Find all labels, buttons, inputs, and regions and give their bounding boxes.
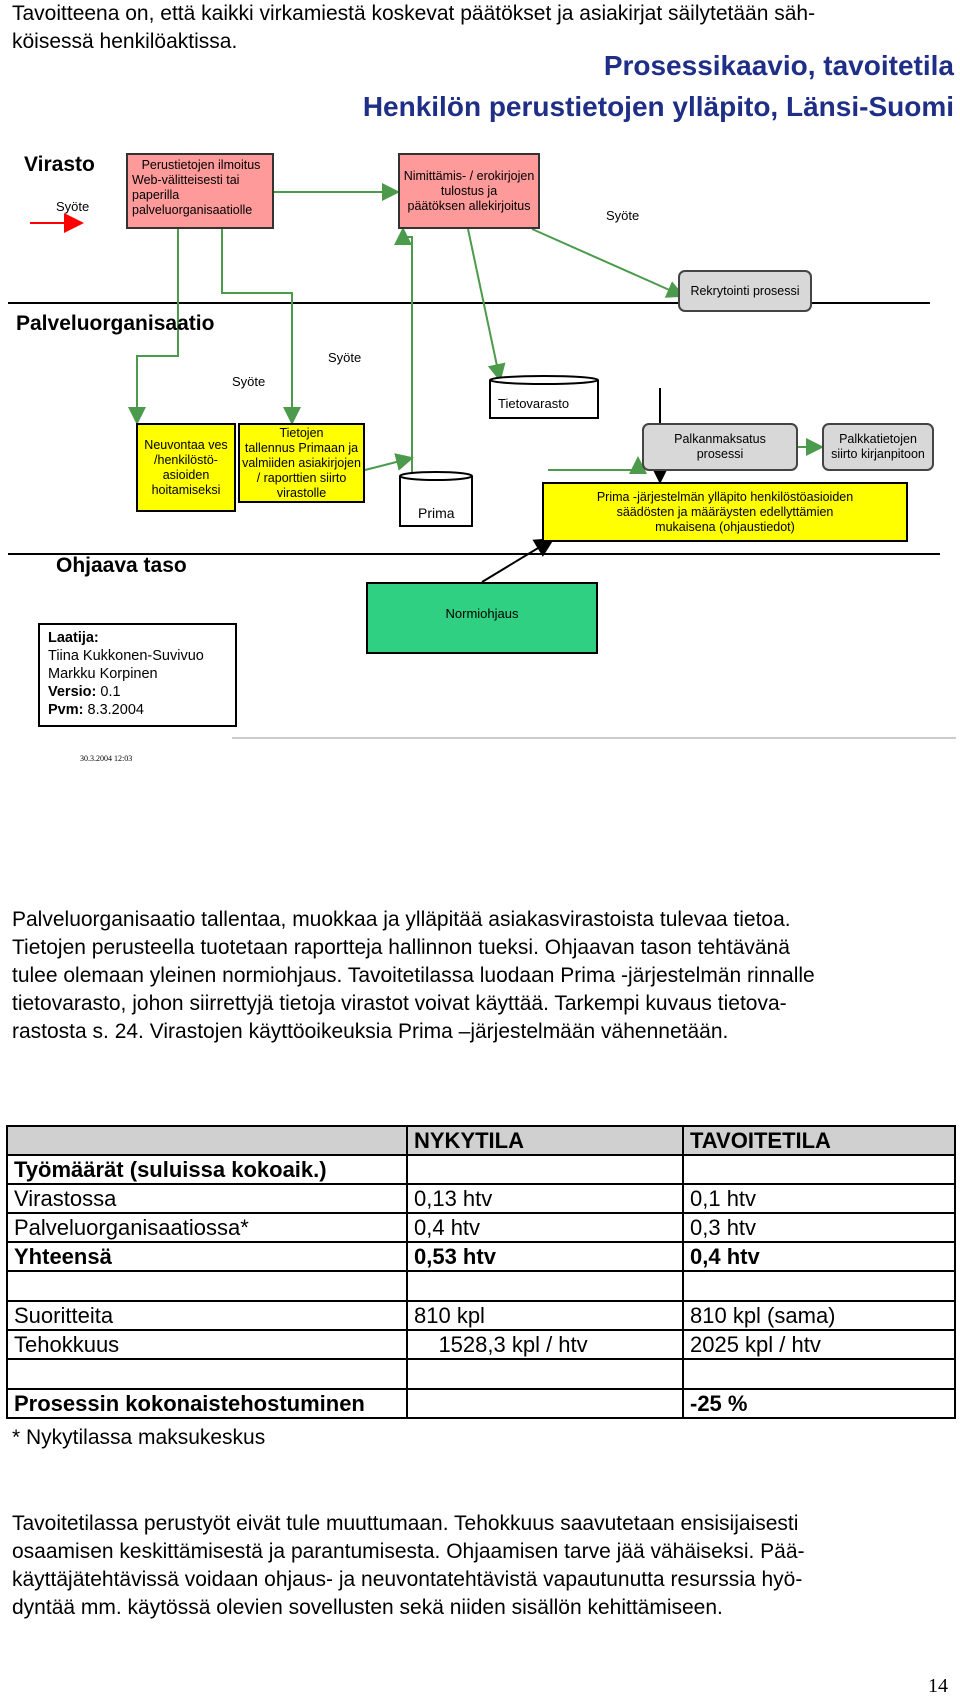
table-header-nykytila: NYKYTILA <box>407 1126 683 1155</box>
box-perustiedot-line-3: paperilla <box>132 188 180 202</box>
credits-box <box>38 623 237 727</box>
connector-prima-nimittamis <box>403 229 412 506</box>
table-cell: Prosessin kokonaistehostuminen <box>7 1389 407 1418</box>
paragraph-1-line-5: rastosta s. 24. Virastojen käyttöoikeuksia Prima –järjestelmään vähennetään. <box>12 1020 729 1043</box>
box-tietojen-line-3: valmiiden asiakirjojen <box>242 455 361 470</box>
box-nimittamis <box>398 153 540 229</box>
table-row <box>7 1242 955 1271</box>
credits-pvm: 8.3.2004 <box>87 702 144 718</box>
table-cell: 810 kpl <box>407 1301 683 1330</box>
table-cell <box>7 1359 407 1389</box>
box-nimittamis-line-1: Nimittämis- / erokirjojen <box>403 168 535 183</box>
diagram-title-2: Henkilön perustietojen ylläpito, Länsi-Suomi <box>362 91 954 122</box>
credits-versio-label: Versio: <box>48 684 97 700</box>
label-prima: Prima <box>418 505 455 521</box>
lane-virasto: Virasto <box>24 153 95 176</box>
box-palkkatietojen-line-2: siirto kirjanpitoon <box>831 447 925 461</box>
box-tietojen-line-4: / raporttien siirto <box>256 470 347 485</box>
table-row <box>7 1330 955 1359</box>
box-neuvontaa-line-2: /henkilöstö- <box>154 452 218 467</box>
box-neuvontaa-line-4: hoitamiseksi <box>151 482 221 497</box>
table-cell <box>683 1359 955 1389</box>
box-palkkatietojen-line-1: Palkkatietojen <box>839 432 917 446</box>
paragraph-2-line-1: Tavoitetilassa perustyöt eivät tule muuttumaan. Tehokkuus saavutetaan ensisijaisesti <box>12 1512 799 1535</box>
table-header-row <box>7 1126 955 1155</box>
table-cell: 0,13 htv <box>407 1184 683 1213</box>
table-cell: Suoritteita <box>7 1301 407 1330</box>
intro-line-1: Tavoitteena on, että kaikki virkamiestä koskevat päätökset ja asiakirjat säilytetään säh- <box>12 2 816 25</box>
table-row <box>7 1389 955 1418</box>
box-prima-jarjestelma <box>542 482 908 542</box>
box-prima-line-1: Prima -järjestelmän ylläpito henkilöstöasioiden <box>596 489 854 504</box>
paragraph-1-line-1: Palveluorganisaatio tallentaa, muokkaa ja ylläpitää asiakasvirastoista tulevaa tietoa. <box>12 908 791 931</box>
box-perustiedot-line-4: palveluorganisaatiolle <box>132 203 253 217</box>
table-header-cell <box>7 1126 407 1155</box>
credits-versio: 0.1 <box>100 684 121 700</box>
paragraph-1 <box>12 906 952 1046</box>
table-cell: Virastossa <box>7 1184 407 1213</box>
lane-palveluorganisaatio: Palveluorganisaatio <box>16 312 215 335</box>
paragraph-1-line-4: tietovarasto, johon siirrettyjä tietoja virastot voivat käyttää. Tarkempi kuvaus tietova- <box>12 992 787 1015</box>
box-perustiedot-line-1: Perustietojen ilmoitus <box>141 158 261 172</box>
box-palkanmaksatus <box>642 423 798 471</box>
table-row <box>7 1213 955 1242</box>
table-cell: 1528,3 kpl / htv <box>407 1330 683 1359</box>
box-prima-line-3: mukaisena (ohjaustiedot) <box>655 519 795 534</box>
paragraph-1-line-3: tulee olemaan yleinen normiohjaus. Tavoitetilassa luodaan Prima -järjestelmän rinnalle <box>12 964 815 987</box>
label-syote-left: Syöte <box>232 374 266 389</box>
table-cell <box>683 1271 955 1301</box>
box-neuvontaa-line-1: Neuvontaa ves <box>144 437 228 452</box>
arrow-normiohjaus-prima <box>482 539 553 582</box>
box-tietojen-line-1: Tietojen <box>279 425 324 440</box>
connector-perustiedot-tietojen <box>222 229 292 423</box>
box-rekrytointi: Rekrytointi prosessi <box>678 270 812 312</box>
label-syote-mid: Syöte <box>328 350 362 365</box>
table-cell: 0,1 htv <box>683 1184 955 1213</box>
connector-nimittamis-rekrytointi <box>532 229 683 296</box>
diagram-title-1: Prosessikaavio, tavoitetila <box>603 50 954 81</box>
diagram-timestamp: 30.3.2004 12:03 <box>80 754 133 763</box>
box-tietojen-line-2: tallennus Primaan ja <box>244 440 359 455</box>
table-footnote: * Nykytilassa maksukeskus <box>12 1426 266 1449</box>
intro-line-2: köisessä henkilöaktissa. <box>12 30 238 53</box>
table-cell <box>407 1271 683 1301</box>
table-cell: Tehokkuus <box>7 1330 407 1359</box>
box-perustiedot-line-2: Web-välitteisesti tai <box>132 173 240 187</box>
table-header-tavoitetila: TAVOITETILA <box>683 1126 955 1155</box>
table-cell: 2025 kpl / htv <box>683 1330 955 1359</box>
table-cell <box>683 1155 955 1184</box>
table-row <box>7 1359 955 1389</box>
page-number: 14 <box>928 1675 948 1697</box>
table-cell <box>7 1271 407 1301</box>
box-prima-line-2: säädösten ja määräysten edellyttämien <box>616 504 834 519</box>
paragraph-1-line-2: Tietojen perusteella tuotetaan raportteja hallinnon tueksi. Ohjaavan tason tehtävänä <box>12 936 790 959</box>
lane-ohjaava-taso: Ohjaava taso <box>56 554 187 577</box>
connector-nimittamis-tietovarasto <box>468 229 500 380</box>
paragraph-2 <box>12 1510 952 1622</box>
table-cell: 810 kpl (sama) <box>683 1301 955 1330</box>
box-neuvontaa-line-3: asioiden <box>162 467 210 482</box>
box-palkkatietojen <box>822 423 934 471</box>
box-neuvontaa <box>136 423 236 512</box>
table-cell: Yhteensä <box>7 1242 407 1271</box>
paragraph-2-line-2: osaamisen keskittämisestä ja parantumisesta. Ohjaamisen tarve jää vähäiseksi. Pää- <box>12 1540 805 1563</box>
box-tietojen <box>238 423 365 503</box>
table-cell: 0,4 htv <box>407 1213 683 1242</box>
table-cell: 0,3 htv <box>683 1213 955 1242</box>
box-nimittamis-line-3: päätöksen allekirjoitus <box>407 198 531 213</box>
paragraph-2-line-4: dyntää mm. käytössä olevien sovellusten sekä niiden sisällön kehittämiseen. <box>12 1596 723 1619</box>
box-perustiedot <box>126 153 274 229</box>
table-cell: 0,4 htv <box>683 1242 955 1271</box>
connector-tietojen-prima <box>365 458 412 470</box>
table-cell <box>407 1155 683 1184</box>
table-cell: Palveluorganisaatiossa* <box>7 1213 407 1242</box>
credits-pvm-label: Pvm: <box>48 702 84 718</box>
table-row <box>7 1184 955 1213</box>
credits-laatija-label: Laatija: <box>48 630 99 646</box>
label-syote-right: Syöte <box>606 208 640 223</box>
label-syote-start: Syöte <box>56 199 90 214</box>
paragraph-2-line-3: käyttäjätehtävissä voidaan ohjaus- ja neuvontatehtävistä vapautunutta resurssia hyö- <box>12 1568 803 1591</box>
table-row <box>7 1301 955 1330</box>
table-row <box>7 1271 955 1301</box>
box-palkanmaksatus-line-1: Palkanmaksatus <box>674 432 766 446</box>
comparison-table <box>6 1125 956 1419</box>
table-cell: Työmäärät (suluissa kokoaik.) <box>7 1155 407 1184</box>
connector-prima-palkanmaksatus <box>548 458 638 470</box>
table-cell: 0,53 htv <box>407 1242 683 1271</box>
table-cell <box>407 1359 683 1389</box>
box-tietojen-line-5: virastolle <box>276 485 327 500</box>
credits-author-1: Tiina Kukkonen-Suvivuo <box>48 648 204 664</box>
table-cell: -25 % <box>683 1389 955 1418</box>
table-cell <box>407 1389 683 1418</box>
table-row <box>7 1155 955 1184</box>
box-nimittamis-line-2: tulostus ja <box>440 183 498 198</box>
label-tietovarasto: Tietovarasto <box>498 396 570 411</box>
box-normiohjaus: Normiohjaus <box>366 582 598 654</box>
credits-author-2: Markku Korpinen <box>48 666 158 682</box>
box-palkanmaksatus-line-2: prosessi <box>696 447 744 461</box>
